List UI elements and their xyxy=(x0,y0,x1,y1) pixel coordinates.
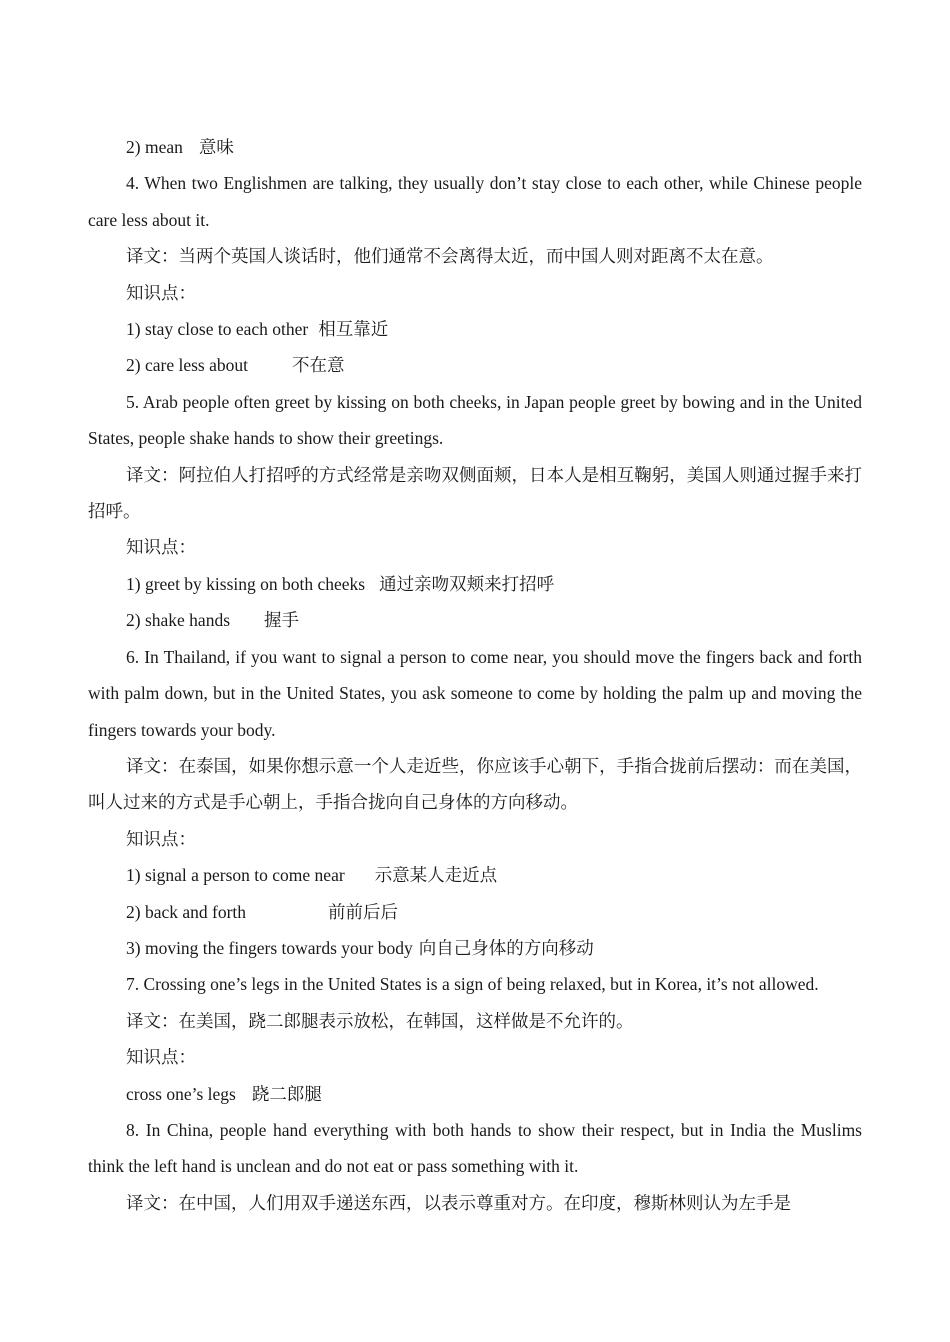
chinese-meaning: 相互靠近 xyxy=(318,319,389,340)
english-phrase: 1) stay close to each other xyxy=(126,319,309,340)
chinese-meaning: 握手 xyxy=(264,610,300,631)
paragraph: 译文：阿拉伯人打招呼的方式经常是亲吻双侧面颊，日本人是相互鞠躬，美国人则通过握手来打招呼。 xyxy=(88,464,862,522)
english-phrase: 3) moving the fingers towards your body xyxy=(126,937,413,958)
paragraph: 5. Arab people often greet by kissing on both cheeks, in Japan people greet by bowing and in the United States, people shake hands to show their greetings. xyxy=(88,391,862,449)
english-phrase: 1) greet by kissing on both cheeks xyxy=(126,573,366,594)
knowledge-item xyxy=(88,1039,862,1075)
document-page xyxy=(88,129,862,1221)
knowledge-item xyxy=(88,1076,862,1112)
knowledge-item xyxy=(88,347,862,383)
paragraph: 译文：当两个英国人谈话时，他们通常不会离得太近，而中国人则对距离不太在意。 xyxy=(126,246,774,267)
chinese-meaning: 跷二郎腿 xyxy=(251,1083,322,1104)
knowledge-item xyxy=(88,129,862,165)
paragraph: 6. In Thailand, if you want to signal a person to come near, you should move the fingers back and forth with palm down, but in the United States, you ask someone to come by holding the palm up and moving the fingers towards your body. xyxy=(88,646,862,740)
knowledge-item xyxy=(88,566,862,602)
knowledge-item xyxy=(88,821,862,857)
knowledge-item xyxy=(88,894,862,930)
english-phrase: 知识点： xyxy=(126,828,196,849)
chinese-meaning: 前前后后 xyxy=(328,901,399,922)
english-phrase: cross one’s legs xyxy=(126,1083,236,1104)
paragraph: 译文：在美国，跷二郎腿表示放松，在韩国，这样做是不允许的。 xyxy=(126,1010,634,1031)
english-phrase: 知识点： xyxy=(126,282,196,303)
paragraph: 4. When two Englishmen are talking, they usually don’t stay close to each other, while Chinese people care less about it. xyxy=(88,173,862,230)
knowledge-item xyxy=(88,529,862,565)
knowledge-item xyxy=(88,930,862,966)
english-phrase: 2) shake hands xyxy=(126,610,231,631)
chinese-meaning: 向自己身体的方向移动 xyxy=(418,937,594,958)
chinese-meaning: 示意某人走近点 xyxy=(374,865,498,886)
english-phrase: 2) mean xyxy=(126,137,183,157)
chinese-meaning: 不在意 xyxy=(291,355,345,376)
knowledge-item xyxy=(88,602,862,638)
paragraph: 译文：在泰国，如果你想示意一个人走近些，你应该手心朝下，手指合拢前后摆动：而在美国，叫人过来的方式是手心朝上，手指合拢向自己身体的方向移动。 xyxy=(88,755,862,813)
english-phrase: 2) care less about xyxy=(126,355,248,376)
knowledge-item xyxy=(88,311,862,347)
knowledge-item xyxy=(88,275,862,311)
english-phrase: 2) back and forth xyxy=(126,901,247,922)
english-phrase: 知识点： xyxy=(126,537,196,558)
chinese-meaning: 意味 xyxy=(198,137,234,157)
chinese-meaning: 通过亲吻双颊来打招呼 xyxy=(379,573,555,594)
paragraph: 8. In China, people hand everything with both hands to show their respect, but in India the Muslims think the left hand is unclean and do not eat or pass something with it. xyxy=(88,1119,862,1177)
paragraph: 7. Crossing one’s legs in the United States is a sign of being relaxed, but in Korea, it’s not allowed. xyxy=(126,974,819,995)
paragraph: 译文：在中国，人们用双手递送东西，以表示尊重对方。在印度，穆斯林则认为左手是 xyxy=(126,1192,791,1213)
english-phrase: 1) signal a person to come near xyxy=(126,865,345,886)
knowledge-item xyxy=(88,857,862,893)
english-phrase: 知识点： xyxy=(126,1047,196,1068)
